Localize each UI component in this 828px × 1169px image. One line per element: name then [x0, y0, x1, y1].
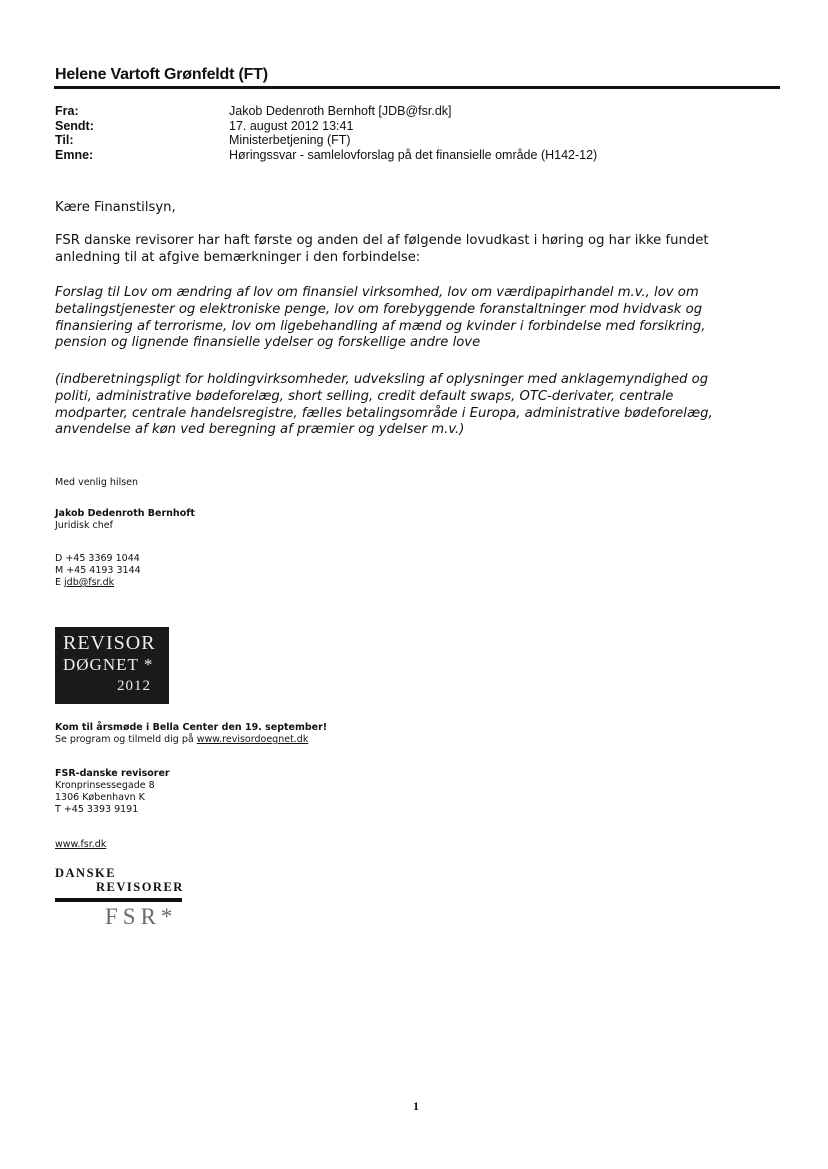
parenthetical-line: anvendelse af køn ved beregning af præmier og ydelser m.v.)	[55, 422, 465, 438]
header-value: Ministerbetjening (FT)	[229, 133, 351, 147]
email-headers	[55, 104, 597, 162]
intro-line: anledning til at afgive bemærkninger i den forbindelse:	[55, 249, 421, 265]
proposal-line: pension og lignende finansielle ydelser og forskellige andre love	[55, 335, 481, 351]
intro-paragraph	[55, 233, 767, 267]
greeting: Kære Finanstilsyn,	[55, 200, 176, 215]
header-row-subject	[55, 148, 597, 163]
intro-line: FSR danske revisorer har haft første og anden del af følgende lovudkast i høring og har ikke fundet	[55, 233, 709, 248]
signer-name: Jakob Dedenroth Bernhoft	[55, 508, 195, 519]
event-block	[55, 722, 327, 746]
phone-direct: D +45 3369 1044	[55, 553, 140, 564]
header-label: Til:	[55, 133, 74, 147]
parenthetical-line: politi, administrative bødeforelæg, short selling, credit default swaps, OTC-derivater, centrale	[55, 388, 674, 404]
proposal-paragraph	[55, 285, 767, 352]
header-label: Fra:	[55, 104, 79, 118]
logo-line-dognet: DØGNET *	[63, 655, 154, 674]
header-value: 17. august 2012 13:41	[229, 118, 354, 133]
logo-bar	[55, 898, 182, 902]
header-row-to	[55, 133, 597, 148]
sender-title: Helene Vartoft Grønfeldt (FT)	[55, 66, 268, 83]
logo-line-revisor: REVISOR	[63, 632, 156, 654]
org-name: FSR-danske revisorer	[55, 768, 170, 779]
header-label: Sendt:	[55, 118, 94, 133]
signer-title: Juridisk chef	[55, 520, 113, 531]
event-text: Se program og tilmeld dig på www.revisordoegnet.dk	[55, 734, 309, 745]
org-city: 1306 København K	[55, 792, 145, 803]
logo-line-danske: DANSKE	[55, 866, 117, 880]
parenthetical-line: (indberetningspligt for holdingvirksomheder, udveksling af oplysninger med anklagemyndighed og	[55, 372, 709, 387]
email-line	[55, 577, 141, 589]
website-line	[55, 839, 106, 851]
phone-mobile: M +45 4193 3144	[55, 565, 141, 576]
revisordognet-logo	[55, 627, 169, 704]
parenthetical-line: modparter, centrale handelsregistre, fælles betalingsområde i Europa, administrative bødeforelæg,	[55, 405, 713, 421]
danske-revisorer-logo	[55, 866, 185, 936]
header-label: Emne:	[55, 147, 94, 162]
org-street: Kronprinsessegade 8	[55, 780, 155, 791]
closing-phrase: Med venlig hilsen	[55, 477, 139, 488]
proposal-line: betalingstjenester og elektroniske penge, lov om forebyggende foranstaltninger mod hvidvask og	[55, 301, 703, 317]
proposal-line: Forslag til Lov om ændring af lov om finansiel virksomhed, lov om værdipapirhandel m.v., lov om	[55, 285, 699, 300]
email-link[interactable]: jdb@fsr.dk	[64, 577, 115, 588]
title-rule	[54, 86, 780, 89]
contact-block	[55, 553, 141, 589]
header-value: Høringssvar - samlelovforslag på det finansielle område (H142-12)	[229, 147, 598, 162]
parenthetical-paragraph	[55, 372, 767, 439]
header-row-sent	[55, 119, 597, 134]
fsr-mark-icon: FSR*	[105, 904, 178, 929]
page-number: 1	[413, 1099, 419, 1113]
org-phone: T +45 3393 9191	[55, 804, 139, 815]
proposal-line: finansiering af terrorisme, lov om ligebehandling af mænd og kvinder i forbindelse med forsikring,	[55, 318, 706, 334]
logo-star-icon: *	[143, 655, 154, 674]
header-row-from	[55, 104, 597, 119]
logo-line-year: 2012	[117, 678, 151, 694]
header-value: Jakob Dedenroth Bernhoft [JDB@fsr.dk]	[229, 104, 452, 118]
website-link[interactable]: www.fsr.dk	[55, 839, 107, 850]
email-prefix: E	[55, 577, 65, 588]
event-link[interactable]: www.revisordoegnet.dk	[196, 734, 309, 745]
logo-line-revisorer: REVISORER	[96, 880, 184, 894]
organization-block	[55, 768, 170, 816]
signer-block	[55, 508, 195, 532]
event-headline: Kom til årsmøde i Bella Center den 19. september!	[55, 722, 328, 733]
